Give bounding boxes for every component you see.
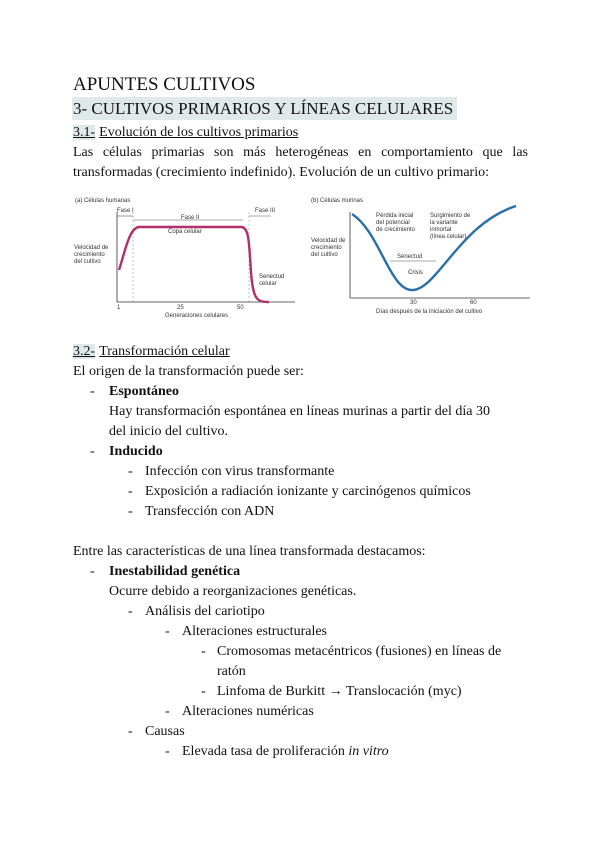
list-dash: - <box>128 484 133 499</box>
causes-item: Causas <box>145 724 185 739</box>
figure-murine-cells <box>310 192 535 322</box>
fig-b-senescence: Senectud <box>397 254 423 260</box>
origin-text: El origen de la transformación puede ser: <box>73 364 304 379</box>
section-heading: 3- CULTIVOS PRIMARIOS Y LÍNEAS CELULARES <box>73 99 454 118</box>
list-dash: - <box>90 384 95 399</box>
instability-desc: Ocurre debido a reorganizaciones genéticas. <box>109 584 357 599</box>
page-title: APUNTES CULTIVOS <box>73 74 256 95</box>
proliferation-text: Elevada tasa de proliferación <box>182 744 345 759</box>
list-dash: - <box>90 444 95 459</box>
list-dash: - <box>165 704 170 719</box>
fig-a-xlabel: Generaciones celulares <box>165 313 229 319</box>
subsection-2-heading <box>73 342 230 362</box>
induced-item-virus: Infección con virus transformante <box>145 464 335 479</box>
fig-a-phase1: Fase I <box>117 208 134 214</box>
list-dash: - <box>165 624 170 639</box>
fig-b-loss-label: Pérdida inicial del potencial de crecimiento <box>376 213 416 233</box>
fig-a-growth-curve <box>119 227 269 302</box>
karyotype-item: Análisis del cariotipo <box>145 604 265 619</box>
fig-b-crisis: Crisis <box>408 270 423 276</box>
fig-b-ylabel: Velocidad de crecimiento del cultivo <box>311 238 346 258</box>
proliferation-item <box>182 742 389 762</box>
fig-a-phase3: Fase III <box>255 208 276 214</box>
in-vitro-text: in vitro <box>348 744 389 759</box>
induced-label: Inducido <box>109 444 163 459</box>
fig-a-plateau-label: Copa celular <box>168 229 202 235</box>
burkitt-item: Linfoma de Burkitt → Translocación (myc) <box>217 684 462 699</box>
fig-b-panel-label: (b) Células murinas <box>311 198 364 204</box>
induced-item-transfection: Transfección con ADN <box>145 504 275 519</box>
spontaneous-text-1: Hay transformación espontánea en líneas murinas a partir del día 30 <box>109 404 490 419</box>
intro-paragraph: Las células primarias son más heterogéneas en comportamiento que las transformadas (crecimiento indefinido). Evolución de un cultivo primario: <box>73 145 528 180</box>
structural-item: Alteraciones estructurales <box>182 624 327 639</box>
fig-b-tick-60: 60 <box>470 300 477 306</box>
list-dash: - <box>128 504 133 519</box>
fig-a-panel-label: (a) Células humanas <box>75 198 131 204</box>
fig-a-tick-1: 1 <box>117 305 121 311</box>
fig-a-senescence: Senectud celular <box>259 274 285 287</box>
robertsonian-line-2: ratón <box>217 664 246 679</box>
fig-a-tick-25: 25 <box>177 305 184 311</box>
subsection-2-number: 3.2- <box>73 344 96 359</box>
fig-a-ylabel: Velocidad de crecimiento del cultivo <box>74 245 109 265</box>
list-dash: - <box>128 724 133 739</box>
list-dash: - <box>201 644 206 659</box>
fig-b-emergence-label: Surgimiento de la variante inmortal (línea celular) <box>430 213 471 240</box>
subsection-2-title: Transformación celular <box>99 344 230 359</box>
subsection-1-title: Evolución de los cultivos primarios <box>99 125 299 140</box>
induced-item-radiation: Exposición a radiación ionizante y carcinógenos químicos <box>145 484 471 499</box>
numeric-item: Alteraciones numéricas <box>182 704 314 719</box>
fig-a-tick-50: 50 <box>237 305 244 311</box>
spontaneous-label: Espontáneo <box>109 384 180 399</box>
fig-b-xlabel: Días después de la iniciación del cultivo <box>376 309 483 315</box>
list-dash: - <box>90 564 95 579</box>
list-dash: - <box>128 604 133 619</box>
features-intro: Entre las características de una línea transformada destacamos: <box>73 544 426 559</box>
list-dash: - <box>201 684 206 699</box>
list-dash: - <box>165 744 170 759</box>
subsection-1-heading <box>73 123 298 143</box>
subsection-1-number: 3.1- <box>73 125 96 140</box>
fig-a-phase2: Fase II <box>181 215 200 221</box>
figure-human-cells <box>73 192 303 322</box>
fig-b-tick-30: 30 <box>410 300 417 306</box>
robertsonian-line-1: Cromosomas metacéntricos (fusiones) en líneas de <box>217 644 502 659</box>
spontaneous-text-2: del inicio del cultivo. <box>109 424 228 439</box>
list-dash: - <box>128 464 133 479</box>
instability-label: Inestabilidad genética <box>109 564 241 579</box>
